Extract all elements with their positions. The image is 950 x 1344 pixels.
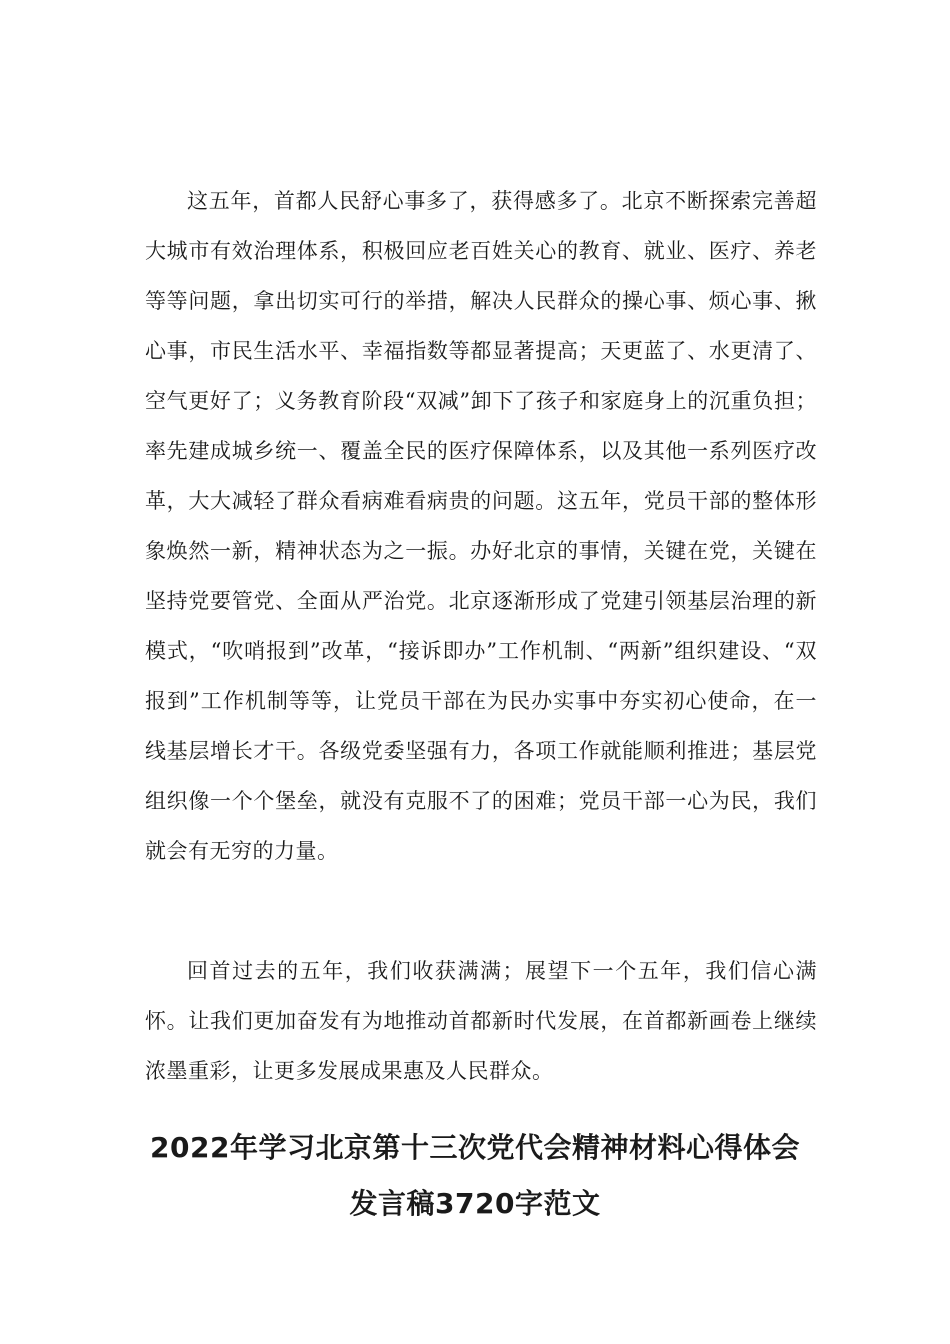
document-title-line-2: 发言稿3720字范文 (349, 1187, 601, 1220)
body-paragraph-1: 这五年，首都人民舒心事多了，获得感多了。北京不断探索完善超大城市有效治理体系，积极回应老百姓关心的教育、就业、医疗、养老等等问题，拿出切实可行的举措，解决人民群众的操心事、烦心事、揪心事，市民生活水平、幸福指数等都显著提高；天更蓝了、水更清了、空气更好了；义务教育阶段“双减”卸下了孩子和家庭身上的沉重负担；率先建成城乡统一、覆盖全民的医疗保障体系，以及其他一系列医疗改革，大大减轻了群众看病难看病贵的问题。这五年，党员干部的整体形象焕然一新，精神状态为之一振。办好北京的事情，关键在党，关键在坚持党要管党、全面从严治党。北京逐渐形成了党建引领基层治理的新模式，“吹哨报到”改革，“接诉即办”工作机制、“两新”组织建设、“双报到”工作机制等等，让党员干部在为民办实事中夯实初心使命，在一线基层增长才干。各级党委坚强有力，各项工作就能顺利推进；基层党组织像一个个堡垒，就没有克服不了的困难；党员干部一心为民，我们就会有无穷的力量。 (145, 189, 817, 863)
body-paragraph-2: 回首过去的五年，我们收获满满；展望下一个五年，我们信心满怀。让我们更加奋发有为地推动首都新时代发展，在首都新画卷上继续浓墨重彩，让更多发展成果惠及人民群众。 (145, 959, 817, 1083)
document-title (100, 1120, 850, 1232)
document-title-line-1: 2022年学习北京第十三次党代会精神材料心得体会 (150, 1131, 800, 1164)
